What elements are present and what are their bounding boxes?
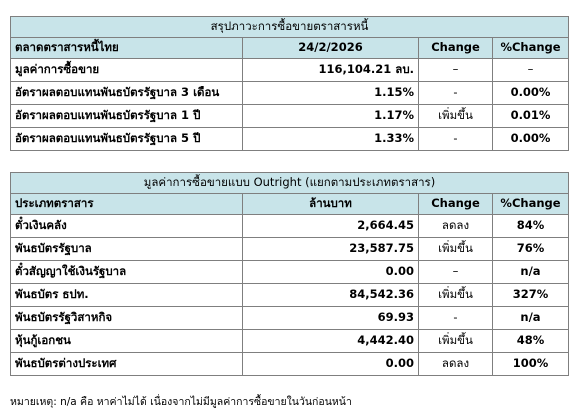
row-label: อัตราผลตอบแทนพันธบัตรรัฐบาล 3 เดือน [11, 82, 243, 105]
row-pct: 327% [493, 284, 569, 307]
row-pct: 76% [493, 238, 569, 261]
row-pct: 100% [493, 353, 569, 376]
row-change: เพิ่มขึ้น [419, 238, 493, 261]
table-row [11, 215, 569, 238]
row-change: ลดลง [419, 353, 493, 376]
row-value: 23,587.75 [243, 238, 419, 261]
row-pct: n/a [493, 307, 569, 330]
row-change: - [419, 307, 493, 330]
bond-market-summary-table [10, 16, 569, 151]
row-pct: 0.00% [493, 82, 569, 105]
header-change: Change [419, 194, 493, 215]
row-value: 0.00 [243, 261, 419, 284]
table-row [11, 353, 569, 376]
row-pct: 84% [493, 215, 569, 238]
row-change: ลดลง [419, 215, 493, 238]
row-label: ตั๋วสัญญาใช้เงินรัฐบาล [11, 261, 243, 284]
header-date: 24/2/2026 [243, 38, 419, 59]
row-label: อัตราผลตอบแทนพันธบัตรรัฐบาล 5 ปี [11, 128, 243, 151]
row-label: พันธบัตร ธปท. [11, 284, 243, 307]
row-value: 84,542.36 [243, 284, 419, 307]
header-pct-change: %Change [493, 38, 569, 59]
row-change: เพิ่มขึ้น [419, 284, 493, 307]
row-label: มูลค่าการซื้อขาย [11, 59, 243, 82]
row-label: พันธบัตรต่างประเทศ [11, 353, 243, 376]
table-row [11, 307, 569, 330]
row-change: เพิ่มขึ้น [419, 105, 493, 128]
row-label: ตั๋วเงินคลัง [11, 215, 243, 238]
header-instrument-type: ประเภทตราสาร [11, 194, 243, 215]
row-pct: 48% [493, 330, 569, 353]
row-pct: n/a [493, 261, 569, 284]
header-unit: ล้านบาท [243, 194, 419, 215]
table-row [11, 105, 569, 128]
row-pct: 0.00% [493, 128, 569, 151]
table-row [11, 59, 569, 82]
row-label: หุ้นกู้เอกชน [11, 330, 243, 353]
row-change: เพิ่มขึ้น [419, 330, 493, 353]
row-pct: 0.01% [493, 105, 569, 128]
row-value: 0.00 [243, 353, 419, 376]
header-change: Change [419, 38, 493, 59]
row-change: – [419, 59, 493, 82]
table-row [11, 128, 569, 151]
table-row [11, 238, 569, 261]
row-pct: – [493, 59, 569, 82]
row-change: – [419, 261, 493, 284]
row-change: - [419, 82, 493, 105]
row-label: พันธบัตรรัฐบาล [11, 238, 243, 261]
header-pct-change: %Change [493, 194, 569, 215]
outright-title: มูลค่าการซื้อขายแบบ Outright (แยกตามประเภทตราสาร) [11, 173, 569, 194]
row-value: 2,664.45 [243, 215, 419, 238]
row-value: 1.17% [243, 105, 419, 128]
table-row [11, 284, 569, 307]
summary-title: สรุปภาวะการซื้อขายตราสารหนี้ [11, 17, 569, 38]
row-value: 116,104.21 ลบ. [243, 59, 419, 82]
row-value: 1.15% [243, 82, 419, 105]
outright-trading-table [10, 172, 569, 376]
row-value: 1.33% [243, 128, 419, 151]
row-label: พันธบัตรรัฐวิสาหกิจ [11, 307, 243, 330]
table-row [11, 261, 569, 284]
row-value: 4,442.40 [243, 330, 419, 353]
row-change: - [419, 128, 493, 151]
row-label: อัตราผลตอบแทนพันธบัตรรัฐบาล 1 ปี [11, 105, 243, 128]
footnote: หมายเหตุ: n/a คือ หาค่าไม่ได้ เนื่องจากไม่มีมูลค่าการซื้อขายในวันก่อนหน้า [10, 396, 352, 408]
table-row [11, 82, 569, 105]
table-row [11, 330, 569, 353]
header-market: ตลาดตราสารหนี้ไทย [11, 38, 243, 59]
row-value: 69.93 [243, 307, 419, 330]
